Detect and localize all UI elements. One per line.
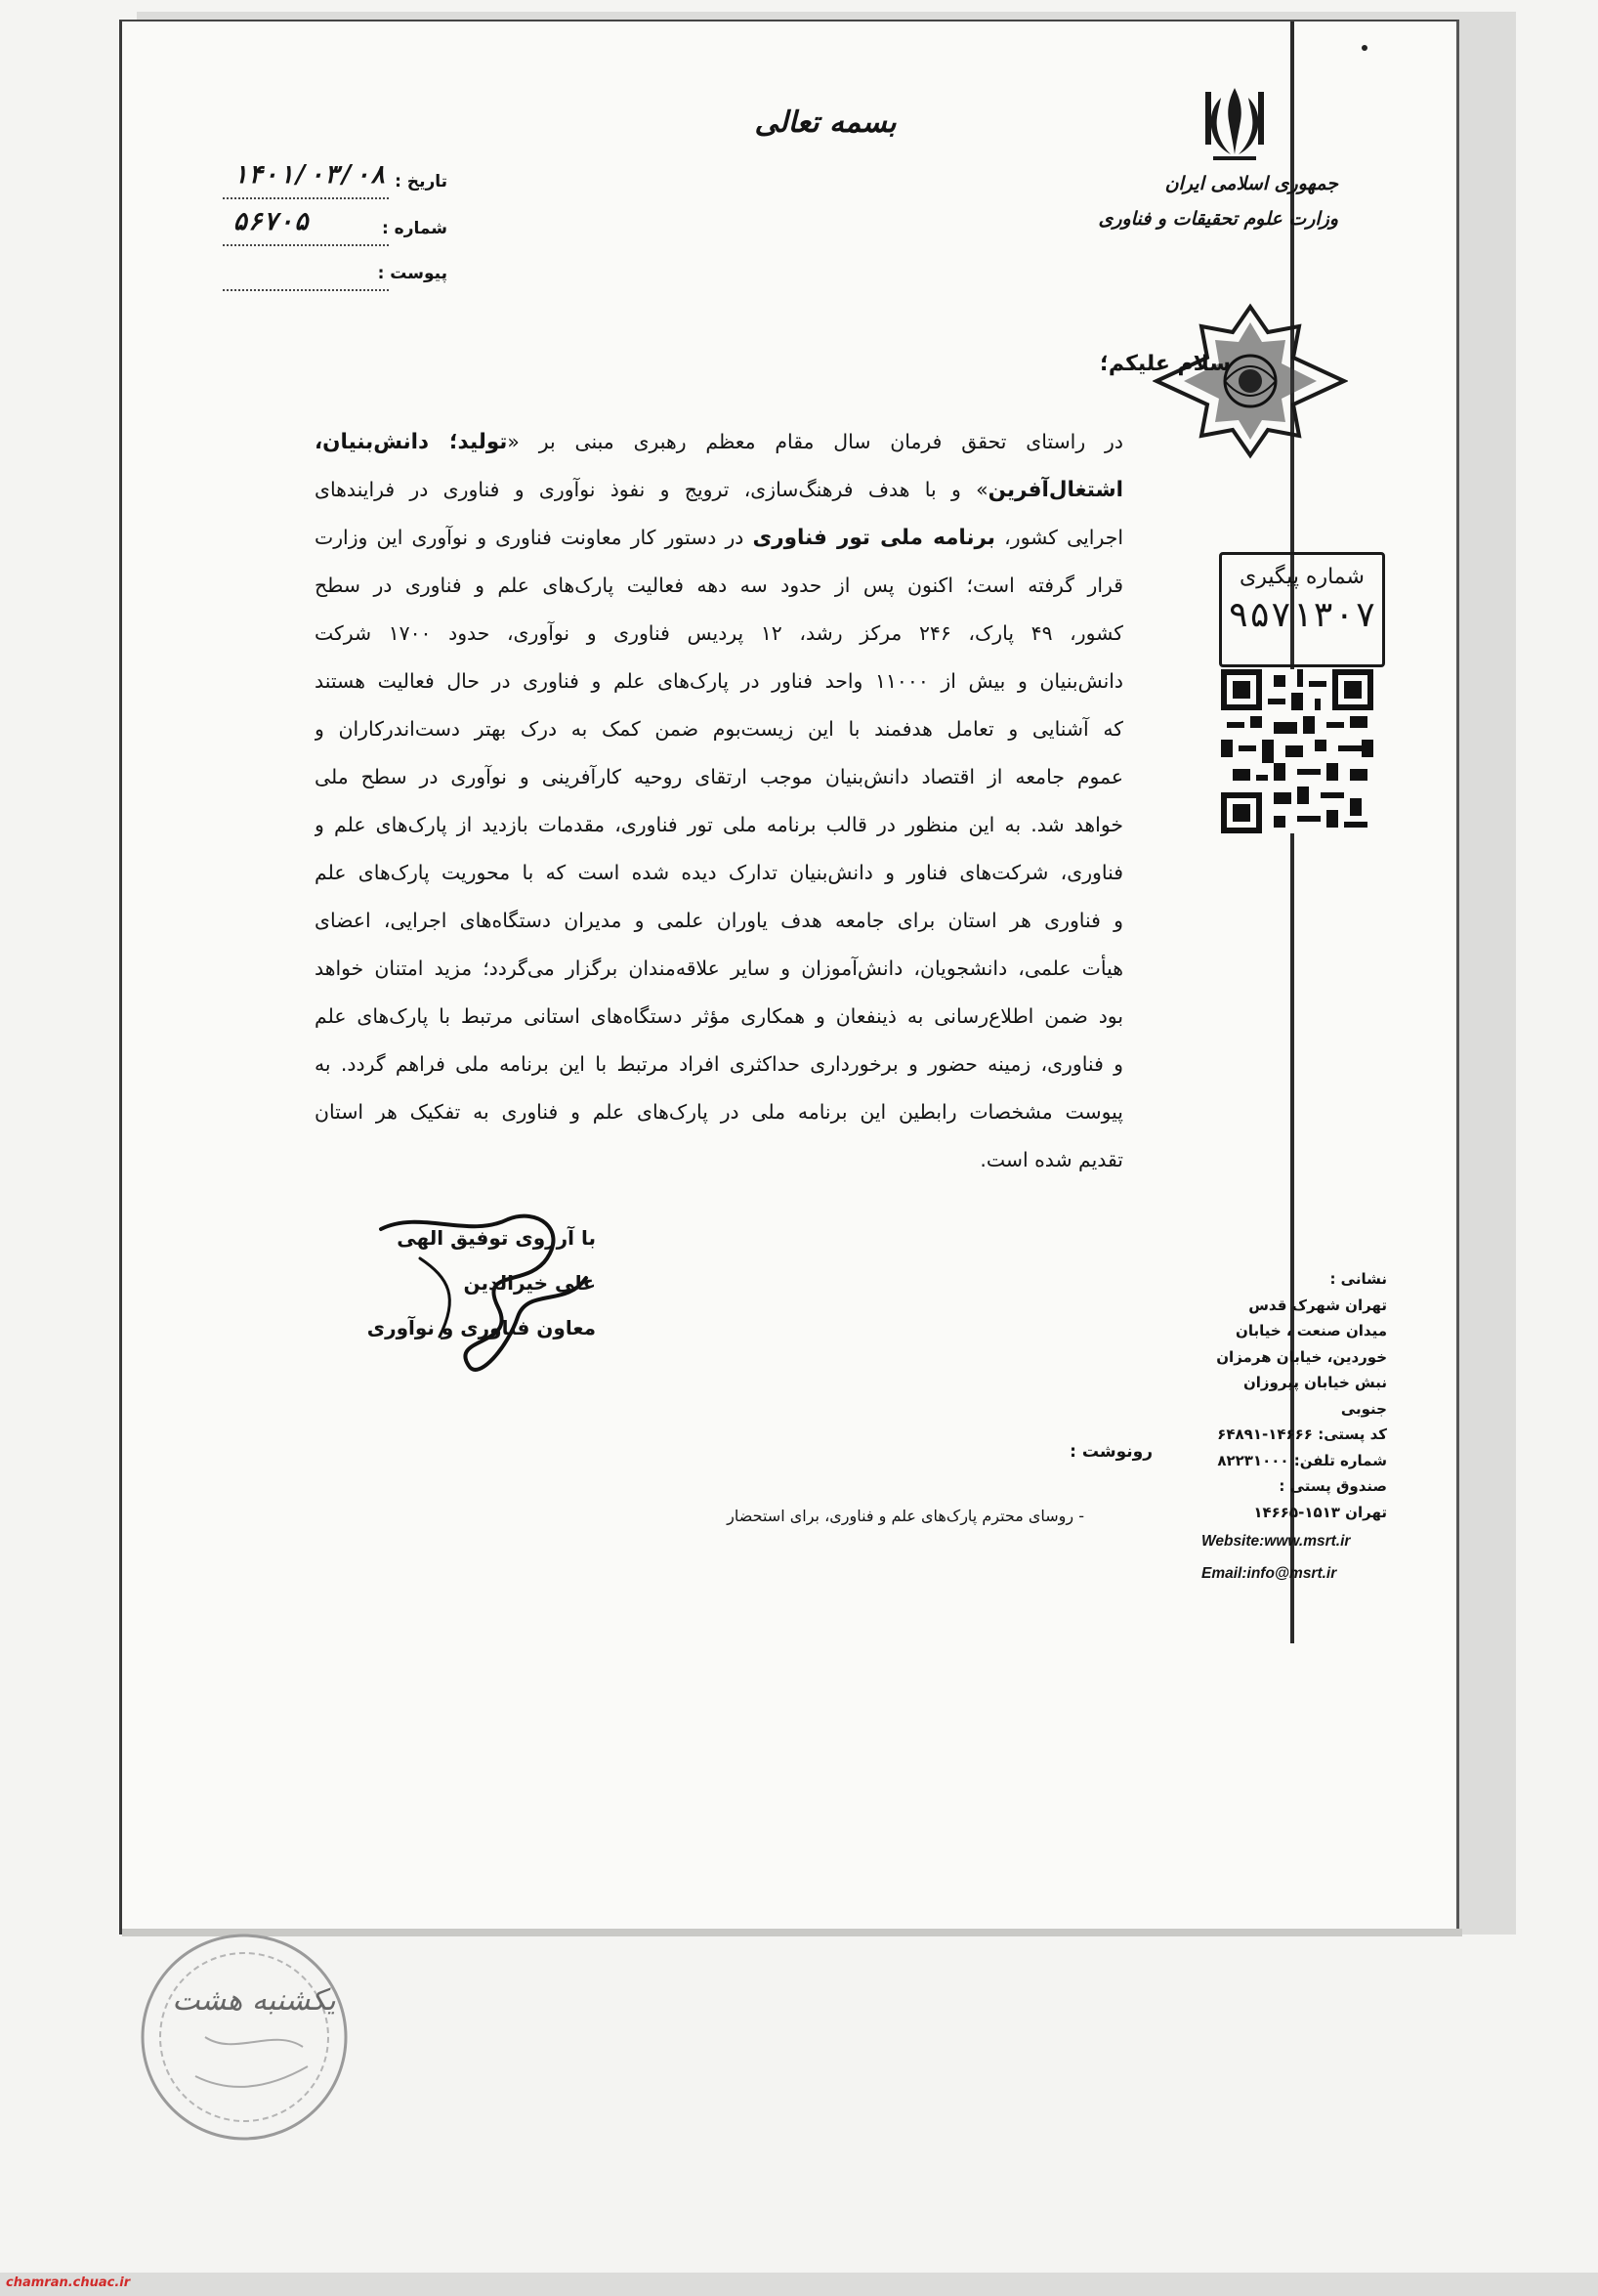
body-text-segment: قرار گرفته است؛ اکنون پس از حدود سه دهه فعالیت پارک‌های علم و فناوری در سطح xyxy=(315,574,1123,597)
body-line xyxy=(315,801,1123,849)
body-text-segment: و فناوری هر استان برای جامعه هدف یاوران علمی و مدیران دستگاه‌های اجرایی، اعضای xyxy=(315,909,1123,932)
letterhead-title xyxy=(1084,166,1338,236)
body-line xyxy=(315,945,1123,993)
body-text-segment: در دستور کار معاونت فناوری و نوآوری این وزارت xyxy=(315,526,753,549)
body-text-segment: دانش‌بنیان و بیش از ۱۱۰۰۰ واحد فناور در پارک‌های علم و فناوری در حال فعالیت هستند xyxy=(315,669,1123,693)
stamp-seal xyxy=(137,1930,352,2145)
address-line: خوردین، خیابان هرمزان xyxy=(1216,1347,1387,1366)
cc-title: رونوشت : xyxy=(1070,1442,1153,1462)
body-line xyxy=(315,658,1123,705)
letter-body xyxy=(315,418,1123,1184)
address-line: شماره تلفن: ۸۲۲۳۱۰۰۰ xyxy=(1217,1451,1387,1469)
address-line: کد پستی: ۱۴۶۶۶-۶۴۸۹۱ xyxy=(1217,1425,1387,1443)
number-label: شماره : xyxy=(381,219,447,238)
body-text-segment: پیوست مشخصات رابطین این برنامه ملی در پارک‌های علم و فناوری به تفکیک هر استان xyxy=(315,1100,1123,1124)
tracking-box xyxy=(1219,552,1385,667)
qr-code-icon xyxy=(1221,669,1373,833)
body-text-segment: تقدیم شده است. xyxy=(980,1148,1123,1171)
attachment-label: پیوست : xyxy=(377,264,447,283)
body-line xyxy=(315,993,1123,1041)
address-line: میدان صنعت ، خیابان xyxy=(1236,1322,1387,1339)
body-text-segment: در راستای تحقق فرمان سال مقام معظم رهبری مبنی بر « xyxy=(507,430,1123,453)
stamp-text: یکشنبه هشت xyxy=(172,1983,336,2018)
country-name: جمهوری اسلامی ایران xyxy=(1164,173,1338,194)
body-text-segment: اجرایی کشور، xyxy=(995,526,1123,549)
number-underline xyxy=(223,244,389,246)
body-text-segment: کشور، ۴۹ پارک، ۲۴۶ مرکز رشد، ۱۲ پردیس فناوری و نوآوری، حدود ۱۷۰۰ شرکت xyxy=(315,621,1123,645)
address-line: تهران ۱۵۱۳-۱۴۶۶۵ xyxy=(1253,1503,1387,1521)
ornament-medallion-icon xyxy=(1153,303,1348,459)
body-line xyxy=(315,1088,1123,1136)
body-line xyxy=(315,897,1123,945)
iran-emblem-icon xyxy=(1199,82,1270,162)
body-text-segment: » و با هدف فرهنگ‌سازی، ترویج و نفوذ نوآوری و فناوری در فرایندهای xyxy=(315,478,988,501)
date-value: ۱۴۰۱/۰۳/۰۸ xyxy=(232,160,386,190)
email-link[interactable]: Email:info@msrt.ir xyxy=(1201,1565,1337,1582)
body-bold-segment: تولید؛ دانش‌بنیان، xyxy=(315,430,508,454)
body-line xyxy=(315,849,1123,897)
website-link[interactable]: Website:www.msrt.ir xyxy=(1201,1533,1351,1550)
tracking-label: شماره پیگیری xyxy=(1240,565,1365,589)
cc-item: - روسای محترم پارک‌های علم و فناوری، برای استحضار xyxy=(727,1507,1084,1525)
address-label: نشانی : xyxy=(1329,1270,1387,1288)
body-line xyxy=(315,562,1123,610)
body-line xyxy=(315,1136,1123,1184)
body-line xyxy=(315,753,1123,801)
address-line: نبش خیابان پیروزان جنوبی xyxy=(1242,1374,1387,1418)
body-text-segment: بود ضمن اطلاع‌رسانی به ذینفعان و همکاری مؤثر دستگاه‌های استانی مرتبط با پارک‌های علم xyxy=(315,1004,1123,1028)
signature-closing: با آرزوی توفیق الهی xyxy=(397,1226,596,1250)
body-line xyxy=(315,466,1123,514)
date-label: تاریخ : xyxy=(395,172,447,191)
address-line: تهران شهرک قدس xyxy=(1248,1296,1387,1314)
date-underline xyxy=(223,197,389,199)
number-value: ۵۶۷۰۵ xyxy=(232,207,310,236)
scan-dot xyxy=(1362,45,1367,51)
bismillah-heading: بسمه تعالی xyxy=(754,106,897,140)
body-line xyxy=(315,514,1123,562)
body-text-segment: هیأت علمی، دانشجویان، دانش‌آموزان و سایر علاقه‌مندان برگزار می‌گردد؛ مزید امتنان خواهد xyxy=(315,957,1123,980)
body-line xyxy=(315,418,1123,466)
body-bold-segment: اشتغال‌آفرین xyxy=(988,478,1123,502)
body-text-segment: فناوری، شرکت‌های فناور و دانش‌بنیان تدارک دیده شده است که با محوریت پارک‌های علم xyxy=(315,861,1123,884)
signature-title: معاون فناوری و نوآوری xyxy=(366,1316,596,1339)
body-bold-segment: برنامه ملی تور فناوری xyxy=(752,526,996,550)
address-block xyxy=(1201,1266,1387,1590)
body-text-segment: که آشنایی و تعامل هدفمند با این زیست‌بوم ضمن کمک به درک بهتر دست‌اندرکاران و xyxy=(315,717,1123,741)
footer-bar xyxy=(0,2273,1598,2296)
body-text-segment: عموم جامعه از اقتصاد دانش‌بنیان موجب ارتقای روحیه کارآفرینی و نوآوری در سطح ملی xyxy=(315,765,1123,788)
body-line xyxy=(315,1041,1123,1088)
watermark: chamran.chuac.ir xyxy=(6,2275,131,2290)
body-text-segment: خواهد شد. به این منظور در قالب برنامه ملی تور فناوری، مقدمات بازدید از پارک‌های علم و xyxy=(315,813,1123,836)
address-lines xyxy=(1201,1293,1387,1526)
salutation: سلام علیکم؛ xyxy=(1100,352,1231,376)
signature-block xyxy=(361,1215,596,1350)
tracking-number: ۹۵۷۱۳۰۷ xyxy=(1228,595,1376,635)
address-line: صندوق پستی : xyxy=(1279,1477,1387,1495)
body-text-segment: و فناوری، زمینه حضور و برخورداری حداکثری افراد مرتبط با این برنامه ملی فراهم گردد. به xyxy=(315,1052,1123,1076)
body-line xyxy=(315,705,1123,753)
body-line xyxy=(315,610,1123,658)
attachment-underline xyxy=(223,289,389,291)
signature-name: علی خیرالدین xyxy=(463,1271,596,1295)
ministry-name: وزارت علوم تحقیقات و فناوری xyxy=(1098,208,1338,230)
